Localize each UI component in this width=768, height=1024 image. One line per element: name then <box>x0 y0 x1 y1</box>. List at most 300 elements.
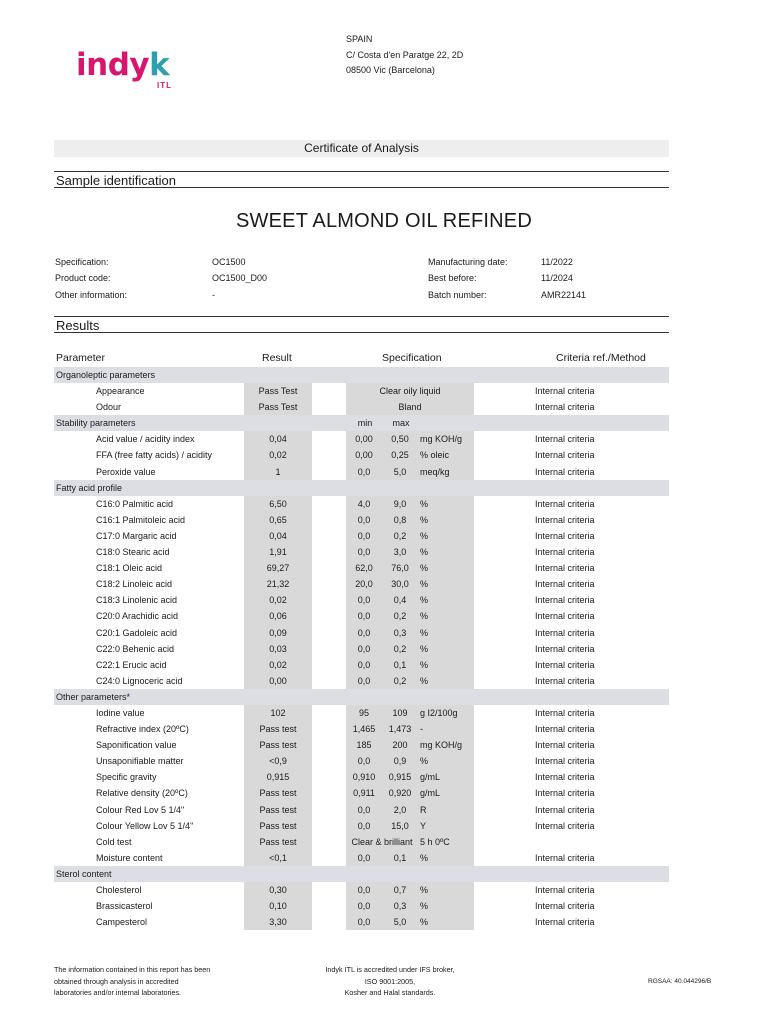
spec-max: 1,473 <box>382 721 418 737</box>
parameter-name: Brassicasterol <box>96 901 153 912</box>
sample-identification-heading: Sample identification <box>54 171 669 188</box>
spec-unit: % <box>418 882 474 898</box>
spec-max: 2,0 <box>382 802 418 818</box>
spec-unit: - <box>418 721 474 737</box>
criteria-method: Internal criteria <box>535 772 595 783</box>
logo-wordmark: indyk <box>76 47 170 83</box>
address-country: SPAIN <box>346 34 373 44</box>
result-value: 6,50 <box>244 496 312 512</box>
parameter-row <box>54 464 669 480</box>
result-value: Pass Test <box>244 383 312 399</box>
criteria-method: Internal criteria <box>535 885 595 895</box>
spec-max: 0,25 <box>382 447 418 463</box>
parameter-row <box>54 705 669 721</box>
spacer-cell <box>474 705 533 721</box>
group-header-row <box>54 480 669 496</box>
result-value: 0,06 <box>244 608 312 624</box>
spacer-cell <box>312 818 346 834</box>
results-table <box>54 367 669 930</box>
spec-max: 0,4 <box>382 592 418 608</box>
spec-unit: 5 h 0ºC <box>418 834 474 850</box>
spacer-cell <box>474 834 533 850</box>
spacer-cell <box>474 753 533 769</box>
group-label: Stability parameters <box>54 415 346 431</box>
group-label: Other parameters* <box>54 689 669 705</box>
spec-min: 20,0 <box>346 576 382 592</box>
spacer-cell <box>312 576 346 592</box>
parameter-row <box>54 399 669 415</box>
spacer-cell <box>312 737 346 753</box>
spec-max-header: max <box>382 415 418 431</box>
group-label: Sterol content <box>54 866 669 882</box>
spec-unit: g I2/100g <box>418 705 474 721</box>
spacer-cell <box>312 705 346 721</box>
spec-min: 0,0 <box>346 544 382 560</box>
parameter-row <box>54 528 669 544</box>
spec-max: 0,2 <box>382 528 418 544</box>
group-header-row <box>54 866 669 882</box>
best-before-value: 11/2024 <box>541 273 573 284</box>
criteria-method: Internal criteria <box>535 466 595 477</box>
spacer-cell <box>474 496 533 512</box>
parameter-row <box>54 641 669 657</box>
result-value: <0,9 <box>244 753 312 769</box>
group-header-row <box>54 415 669 431</box>
spec-unit: % <box>418 528 474 544</box>
group-header-row <box>54 689 669 705</box>
spacer-cell <box>312 464 346 480</box>
parameter-row <box>54 544 669 560</box>
parameter-row <box>54 657 669 673</box>
criteria-method: Internal criteria <box>535 804 595 815</box>
spacer-cell <box>474 737 533 753</box>
result-value: 0,04 <box>244 431 312 447</box>
parameter-name: C22:0 Behenic acid <box>96 643 175 654</box>
spec-min: 62,0 <box>346 560 382 576</box>
parameter-name: C20:1 Gadoleic acid <box>96 627 178 638</box>
group-label: Organoleptic parameters <box>54 367 669 383</box>
spacer-cell <box>474 625 533 641</box>
spec-max: 30,0 <box>382 576 418 592</box>
criteria-method: Internal criteria <box>535 402 595 413</box>
spec-max: 0,7 <box>382 882 418 898</box>
criteria-method: Internal criteria <box>535 901 595 912</box>
spacer-cell <box>312 785 346 801</box>
spec-min: 0,0 <box>346 818 382 834</box>
spec-max: 0,920 <box>382 785 418 801</box>
spacer-cell <box>474 673 533 689</box>
spacer-cell <box>312 850 346 866</box>
spacer-cell <box>474 383 533 399</box>
spec-max: 5,0 <box>382 914 418 930</box>
parameter-name: C16:0 Palmitic acid <box>96 498 174 509</box>
spec-unit: mg KOH/g <box>418 737 474 753</box>
spec-max: 5,0 <box>382 464 418 480</box>
parameter-row <box>54 753 669 769</box>
spacer-cell <box>474 592 533 608</box>
spacer-cell <box>474 608 533 624</box>
result-value: 0,02 <box>244 592 312 608</box>
other-information-label: Other information: <box>55 289 128 300</box>
specification-text: Clear & brilliant <box>346 834 418 850</box>
parameter-name: Odour <box>96 402 122 413</box>
parameter-name: Unsaponifiable matter <box>96 756 184 767</box>
parameter-row <box>54 721 669 737</box>
spacer-cell <box>312 592 346 608</box>
manufacturing-date-value: 11/2022 <box>541 257 573 267</box>
parameter-row <box>54 383 669 399</box>
criteria-method: Internal criteria <box>535 386 595 397</box>
spec-unit: R <box>418 802 474 818</box>
spec-unit: g/mL <box>418 785 474 801</box>
info-left-values <box>212 254 267 303</box>
spec-max: 76,0 <box>382 560 418 576</box>
parameter-name: Cold test <box>96 836 132 847</box>
parameter-name: Campesterol <box>96 917 148 928</box>
spacer-cell <box>474 914 533 930</box>
spec-min: 0,0 <box>346 914 382 930</box>
criteria-method: Internal criteria <box>535 579 595 590</box>
spec-unit: g/mL <box>418 769 474 785</box>
criteria-method: Internal criteria <box>535 659 595 670</box>
parameter-row <box>54 834 669 850</box>
header-parameter: Parameter <box>56 352 106 364</box>
spec-min: 0,0 <box>346 657 382 673</box>
spec-unit: % <box>418 512 474 528</box>
spec-min: 0,0 <box>346 528 382 544</box>
spacer-cell <box>474 464 533 480</box>
result-value: 0,04 <box>244 528 312 544</box>
spacer-cell <box>312 641 346 657</box>
specification-label: Specification: <box>55 257 109 267</box>
spec-max: 0,3 <box>382 898 418 914</box>
spacer-cell <box>312 834 346 850</box>
result-value: 1,91 <box>244 544 312 560</box>
spec-min: 0,0 <box>346 673 382 689</box>
header-criteria: Criteria ref./Method <box>556 352 646 364</box>
result-value: 0,65 <box>244 512 312 528</box>
criteria-method: Internal criteria <box>535 547 595 558</box>
specification-text: Clear oily liquid <box>346 383 474 399</box>
spacer-cell <box>312 399 346 415</box>
spec-unit: % <box>418 641 474 657</box>
spec-unit: Y <box>418 818 474 834</box>
result-value: 0,915 <box>244 769 312 785</box>
info-left-labels <box>55 254 127 303</box>
manufacturing-date-label: Manufacturing date: <box>428 257 508 267</box>
parameter-name: Saponification value <box>96 740 177 751</box>
spacer-cell <box>312 544 346 560</box>
spec-max: 0,9 <box>382 753 418 769</box>
spec-min: 4,0 <box>346 496 382 512</box>
parameter-row <box>54 785 669 801</box>
parameter-name: C18:3 Linolenic acid <box>96 595 178 606</box>
result-value: 1 <box>244 464 312 480</box>
spec-max: 0,2 <box>382 608 418 624</box>
criteria-method <box>533 834 669 850</box>
parameter-name: C18:1 Oleic acid <box>96 563 163 574</box>
parameter-row <box>54 882 669 898</box>
spec-unit: % <box>418 496 474 512</box>
result-value: 3,30 <box>244 914 312 930</box>
spacer-cell <box>474 850 533 866</box>
spec-max: 0,3 <box>382 625 418 641</box>
parameter-row <box>54 592 669 608</box>
spec-min: 0,00 <box>346 431 382 447</box>
spec-min: 0,0 <box>346 898 382 914</box>
spec-min: 0,0 <box>346 592 382 608</box>
criteria-method: Internal criteria <box>535 514 595 525</box>
parameter-name: C16:1 Palmitoleic acid <box>96 514 186 525</box>
criteria-method: Internal criteria <box>535 498 595 509</box>
spec-max: 0,50 <box>382 431 418 447</box>
parameter-name: Refractive index (20ºC) <box>96 724 189 735</box>
spec-max: 0,915 <box>382 769 418 785</box>
parameter-row <box>54 818 669 834</box>
specification-value: OC1500 <box>212 257 246 267</box>
spec-min: 0,0 <box>346 641 382 657</box>
header-specification: Specification <box>382 352 442 364</box>
result-value: <0,1 <box>244 850 312 866</box>
spec-unit: meq/kg <box>418 464 474 480</box>
spec-max: 0,2 <box>382 673 418 689</box>
group-label: Fatty acid profile <box>54 480 669 496</box>
logo-subtext: ITL <box>157 81 172 90</box>
spec-min: 0,0 <box>346 608 382 624</box>
spec-unit: % <box>418 850 474 866</box>
batch-number-label: Batch number: <box>428 289 487 300</box>
parameter-name: Appearance <box>96 386 145 397</box>
criteria-method: Internal criteria <box>535 611 595 622</box>
header-result: Result <box>262 352 292 364</box>
criteria-method: Internal criteria <box>535 724 595 735</box>
result-value: 21,32 <box>244 576 312 592</box>
parameter-row <box>54 608 669 624</box>
parameter-name: Relative density (20ºC) <box>96 788 188 799</box>
spec-max: 0,1 <box>382 657 418 673</box>
criteria-method: Internal criteria <box>535 756 595 767</box>
result-value: 0,09 <box>244 625 312 641</box>
spec-max: 0,1 <box>382 850 418 866</box>
spec-min: 0,0 <box>346 753 382 769</box>
spec-min: 0,0 <box>346 625 382 641</box>
results-heading: Results <box>54 316 669 333</box>
spec-unit: % <box>418 608 474 624</box>
spacer-cell <box>312 447 346 463</box>
criteria-method: Internal criteria <box>535 595 595 606</box>
spec-max: 9,0 <box>382 496 418 512</box>
spec-max: 15,0 <box>382 818 418 834</box>
spacer-cell <box>312 753 346 769</box>
result-value: Pass test <box>244 737 312 753</box>
spec-max: 3,0 <box>382 544 418 560</box>
parameter-row <box>54 673 669 689</box>
criteria-method: Internal criteria <box>535 788 595 799</box>
criteria-method: Internal criteria <box>535 627 595 638</box>
parameter-row <box>54 576 669 592</box>
spacer-cell <box>474 802 533 818</box>
spec-min: 0,911 <box>346 785 382 801</box>
results-table-body <box>54 367 669 930</box>
parameter-name: C17:0 Margaric acid <box>96 530 177 541</box>
result-value: Pass test <box>244 818 312 834</box>
spacer-cell <box>474 431 533 447</box>
batch-number-value: AMR22141 <box>541 289 587 300</box>
spacer-cell <box>312 898 346 914</box>
spec-max: 0,8 <box>382 512 418 528</box>
parameter-row <box>54 914 669 930</box>
spec-min: 0,0 <box>346 882 382 898</box>
footer-accreditation: Indyk ITL is accredited under IFS broker, ISO 9001:2005, Kosher and Halal standards. <box>325 965 455 997</box>
product-code-label: Product code: <box>55 273 111 284</box>
parameter-name: Peroxide value <box>96 466 156 477</box>
spec-unit: % oleic <box>418 447 474 463</box>
result-value: 0,02 <box>244 447 312 463</box>
parameter-name: FFA (free fatty acids) / acidity <box>96 450 213 461</box>
spec-unit: % <box>418 560 474 576</box>
parameter-row <box>54 737 669 753</box>
parameter-row <box>54 447 669 463</box>
spec-min-header: min <box>346 415 382 431</box>
spacer-cell <box>474 399 533 415</box>
parameter-name: C22:1 Erucic acid <box>96 659 167 670</box>
spec-min: 0,0 <box>346 850 382 866</box>
spacer-cell <box>474 898 533 914</box>
spec-unit: % <box>418 592 474 608</box>
spacer-cell <box>474 818 533 834</box>
spec-max: 200 <box>382 737 418 753</box>
criteria-method: Internal criteria <box>535 917 595 928</box>
spacer-cell <box>474 512 533 528</box>
spacer-cell <box>474 721 533 737</box>
parameter-row <box>54 560 669 576</box>
spacer-cell <box>312 673 346 689</box>
spacer-cell <box>312 383 346 399</box>
spec-min: 0,0 <box>346 464 382 480</box>
product-code-value: OC1500_D00 <box>212 273 268 284</box>
spec-min: 0,0 <box>346 802 382 818</box>
spacer-cell <box>474 544 533 560</box>
spec-max: 0,2 <box>382 641 418 657</box>
result-value: 69,27 <box>244 560 312 576</box>
spacer-cell <box>312 431 346 447</box>
spec-unit: % <box>418 625 474 641</box>
parameter-row <box>54 898 669 914</box>
spec-min: 1,465 <box>346 721 382 737</box>
certificate-title: Certificate of Analysis <box>54 140 669 157</box>
parameter-name: Cholesterol <box>96 885 142 895</box>
footer-disclaimer: The information contained in this report has been obtained through analysis in accredited laboratories and/or internal laboratories. <box>54 965 211 997</box>
group-header-row <box>54 367 669 383</box>
result-value: 0,00 <box>244 673 312 689</box>
address-city: 08500 Vic (Barcelona) <box>346 65 435 75</box>
indyk-logo <box>76 48 186 98</box>
spacer-cell <box>474 560 533 576</box>
spacer-cell <box>474 528 533 544</box>
spec-unit: % <box>418 576 474 592</box>
footer-rgsaa: RGSAA: 40.044296/B <box>648 978 712 985</box>
address-street: C/ Costa d'en Paratge 22, 2D <box>346 49 464 60</box>
result-value: Pass test <box>244 785 312 801</box>
spacer-cell <box>312 625 346 641</box>
criteria-method: Internal criteria <box>535 675 595 686</box>
spec-min: 0,00 <box>346 447 382 463</box>
parameter-name: Iodine value <box>96 707 145 718</box>
info-right-values <box>541 254 586 303</box>
parameter-name: Colour Red Lov 5 1/4" <box>96 804 185 815</box>
parameter-row <box>54 802 669 818</box>
spacer-cell <box>312 914 346 930</box>
specification-text: Bland <box>346 399 474 415</box>
spec-max: 109 <box>382 705 418 721</box>
spec-min: 0,910 <box>346 769 382 785</box>
best-before-label: Best before: <box>428 273 477 284</box>
spacer-cell <box>312 608 346 624</box>
company-address <box>346 32 463 79</box>
spacer-cell <box>474 447 533 463</box>
parameter-row <box>54 850 669 866</box>
spec-unit: % <box>418 673 474 689</box>
result-value: 0,03 <box>244 641 312 657</box>
spec-unit: % <box>418 898 474 914</box>
parameter-name: Colour Yellow Lov 5 1/4" <box>96 820 194 831</box>
spacer-cell <box>312 769 346 785</box>
other-information-value: - <box>212 289 215 300</box>
spacer-cell <box>474 769 533 785</box>
criteria-method: Internal criteria <box>535 707 595 718</box>
spacer-cell <box>312 721 346 737</box>
parameter-name: Acid value / acidity index <box>96 434 195 445</box>
spacer-cell <box>474 641 533 657</box>
spacer-cell <box>312 560 346 576</box>
parameter-row <box>54 431 669 447</box>
parameter-name: Moisture content <box>96 852 163 863</box>
parameter-row <box>54 512 669 528</box>
result-value: 0,10 <box>244 898 312 914</box>
result-value: 0,30 <box>244 882 312 898</box>
parameter-row <box>54 625 669 641</box>
spec-unit: % <box>418 753 474 769</box>
parameter-name: C18:2 Linoleic acid <box>96 579 173 590</box>
spacer-cell <box>474 785 533 801</box>
parameter-name: C20:0 Arachidic acid <box>96 611 179 622</box>
spec-min: 95 <box>346 705 382 721</box>
result-value: 102 <box>244 705 312 721</box>
spacer-cell <box>474 882 533 898</box>
criteria-method: Internal criteria <box>535 563 595 574</box>
spacer-cell <box>474 576 533 592</box>
spec-min: 185 <box>346 737 382 753</box>
criteria-method: Internal criteria <box>535 820 595 831</box>
parameter-name: C24:0 Lignoceric acid <box>96 675 183 686</box>
spacer-cell <box>312 657 346 673</box>
parameter-row <box>54 496 669 512</box>
spec-unit: % <box>418 914 474 930</box>
criteria-method: Internal criteria <box>535 852 595 863</box>
spacer-cell <box>312 802 346 818</box>
spec-unit: mg KOH/g <box>418 431 474 447</box>
criteria-method: Internal criteria <box>535 450 595 461</box>
parameter-name: Specific gravity <box>96 772 157 783</box>
spacer-cell <box>312 496 346 512</box>
group-filler <box>418 415 669 431</box>
parameter-row <box>54 769 669 785</box>
info-right-labels <box>428 254 508 303</box>
result-value: 0,02 <box>244 657 312 673</box>
criteria-method: Internal criteria <box>535 434 595 445</box>
spacer-cell <box>474 657 533 673</box>
result-value: Pass test <box>244 834 312 850</box>
